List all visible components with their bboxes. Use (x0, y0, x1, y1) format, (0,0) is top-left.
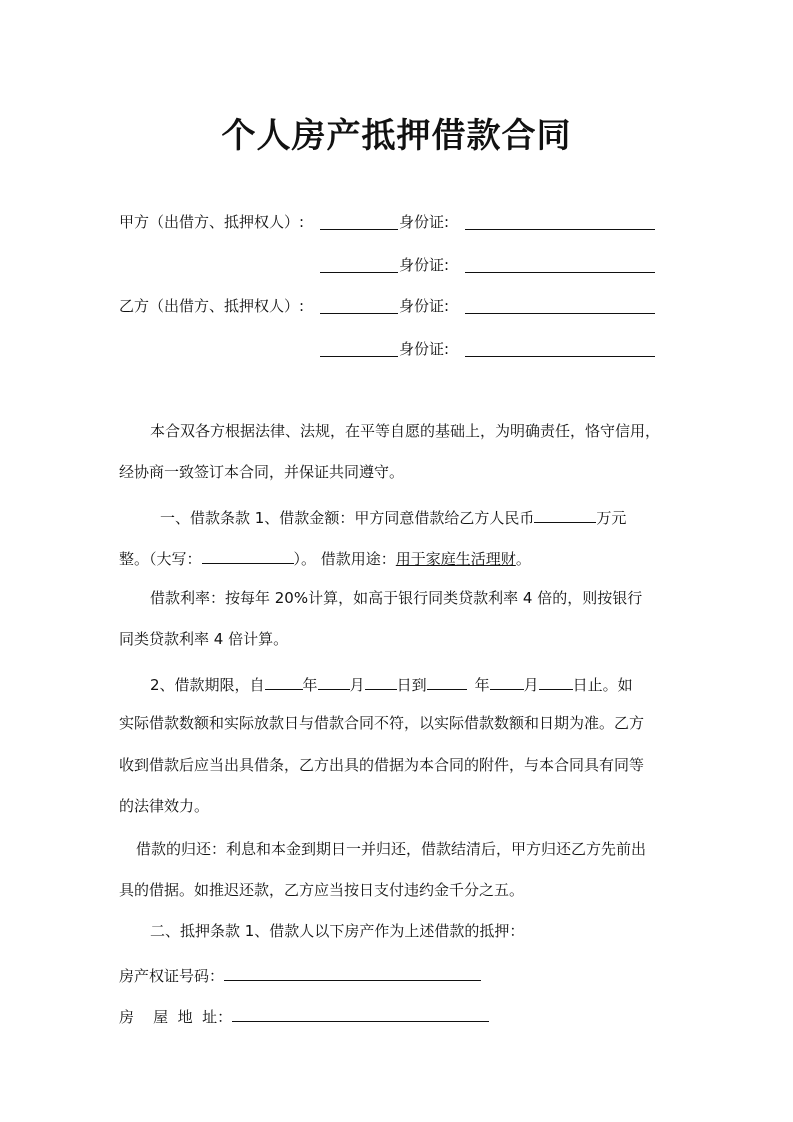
start-year-blank[interactable] (265, 672, 303, 690)
id-label: 身份证: (399, 297, 450, 315)
party-jia-name-blank[interactable] (320, 212, 398, 230)
loan-purpose-label: ）。 借款用途： (293, 550, 396, 568)
loan-purpose-value: 用于家庭生活理财 (395, 550, 516, 568)
id-label: 身份证: (399, 256, 450, 274)
party-jia-name-blank-2[interactable] (320, 255, 398, 273)
month-label: 月 (349, 676, 365, 694)
loan-term-line3: 收到借款后应当出具借条，乙方出具的借据为本合同的附件，与本合同具有同等 (119, 756, 645, 774)
amount-in-words-blank[interactable] (202, 546, 294, 564)
document-title: 个人房产抵押借款合同 (221, 116, 572, 156)
loan-term-line4: 的法律效力。 (119, 797, 210, 815)
loan-amount-line (160, 505, 626, 528)
year-label: 年 (302, 676, 318, 694)
id-label: 身份证: (399, 340, 450, 358)
party-yi-label: 乙方（出借方、抵押权人）: (119, 297, 305, 315)
property-address-label: 房 屋 地 址： (119, 1008, 233, 1026)
loan-amount-text: 一、借款条款 1、借款金额：甲方同意借款给乙方人民币 (160, 509, 535, 527)
property-address-row (119, 1004, 489, 1027)
property-cert-label: 房产权证号码： (119, 967, 225, 985)
period: 。 (515, 550, 531, 568)
id-number-blank-2[interactable] (465, 255, 655, 273)
end-day-blank[interactable] (539, 672, 573, 690)
id-number-blank[interactable] (465, 212, 655, 230)
start-day-blank[interactable] (365, 672, 397, 690)
mortgage-clause-line: 二、抵押条款 1、借款人以下房产作为上述借款的抵押： (150, 922, 525, 940)
party-yi-row (119, 296, 304, 316)
interest-rate-line1: 借款利率：按每年 20%计算，如高于银行同类贷款利率 4 倍的，则按银行 (150, 589, 643, 607)
loan-amount-blank[interactable] (534, 505, 596, 523)
month-label-2: 月 (523, 676, 539, 694)
property-address-blank[interactable] (232, 1004, 489, 1022)
end-month-blank[interactable] (490, 672, 524, 690)
loan-term-line2: 实际借款数额和实际放款日与借款合同不符，以实际借款数额和日期为准。乙方 (119, 714, 645, 732)
party-jia-label: 甲方（出借方、抵押权人）: (119, 213, 305, 231)
id-label: 身份证: (399, 213, 450, 231)
loan-amount-unit: 万元 (596, 509, 627, 527)
repayment-line2: 具的借据。如推迟还款，乙方应当按日支付违约金千分之五。 (119, 881, 525, 899)
day-to-label: 日到 (396, 676, 427, 694)
end-year-blank[interactable] (427, 672, 467, 690)
property-cert-blank[interactable] (224, 963, 481, 981)
party-yi-name-blank[interactable] (320, 296, 398, 314)
party-jia-row (119, 212, 304, 232)
year-label-2: 年 (474, 676, 490, 694)
interest-rate-line2: 同类贷款利率 4 倍计算。 (119, 630, 289, 648)
loan-term-label: 2、借款期限，自 (150, 676, 265, 694)
paragraph-preamble-line1: 本合双各方根据法律、法规，在平等自愿的基础上，为明确责任，恪守信用， (150, 422, 661, 440)
id-number-blank-4[interactable] (465, 339, 655, 357)
loan-purpose-line (119, 546, 531, 569)
repayment-line1: 借款的归还：利息和本金到期日一并归还，借款结清后，甲方归还乙方先前出 (136, 840, 647, 858)
loan-term-line1 (150, 672, 633, 695)
party-yi-name-blank-2[interactable] (320, 339, 398, 357)
paragraph-preamble-line2: 经协商一致签订本合同，并保证共同遵守。 (119, 463, 405, 481)
start-month-blank[interactable] (318, 672, 350, 690)
property-cert-row (119, 963, 481, 986)
id-number-blank-3[interactable] (465, 296, 655, 314)
amount-in-words-label: 整。（大写： (119, 550, 202, 568)
end-label: 日止。如 (572, 676, 633, 694)
